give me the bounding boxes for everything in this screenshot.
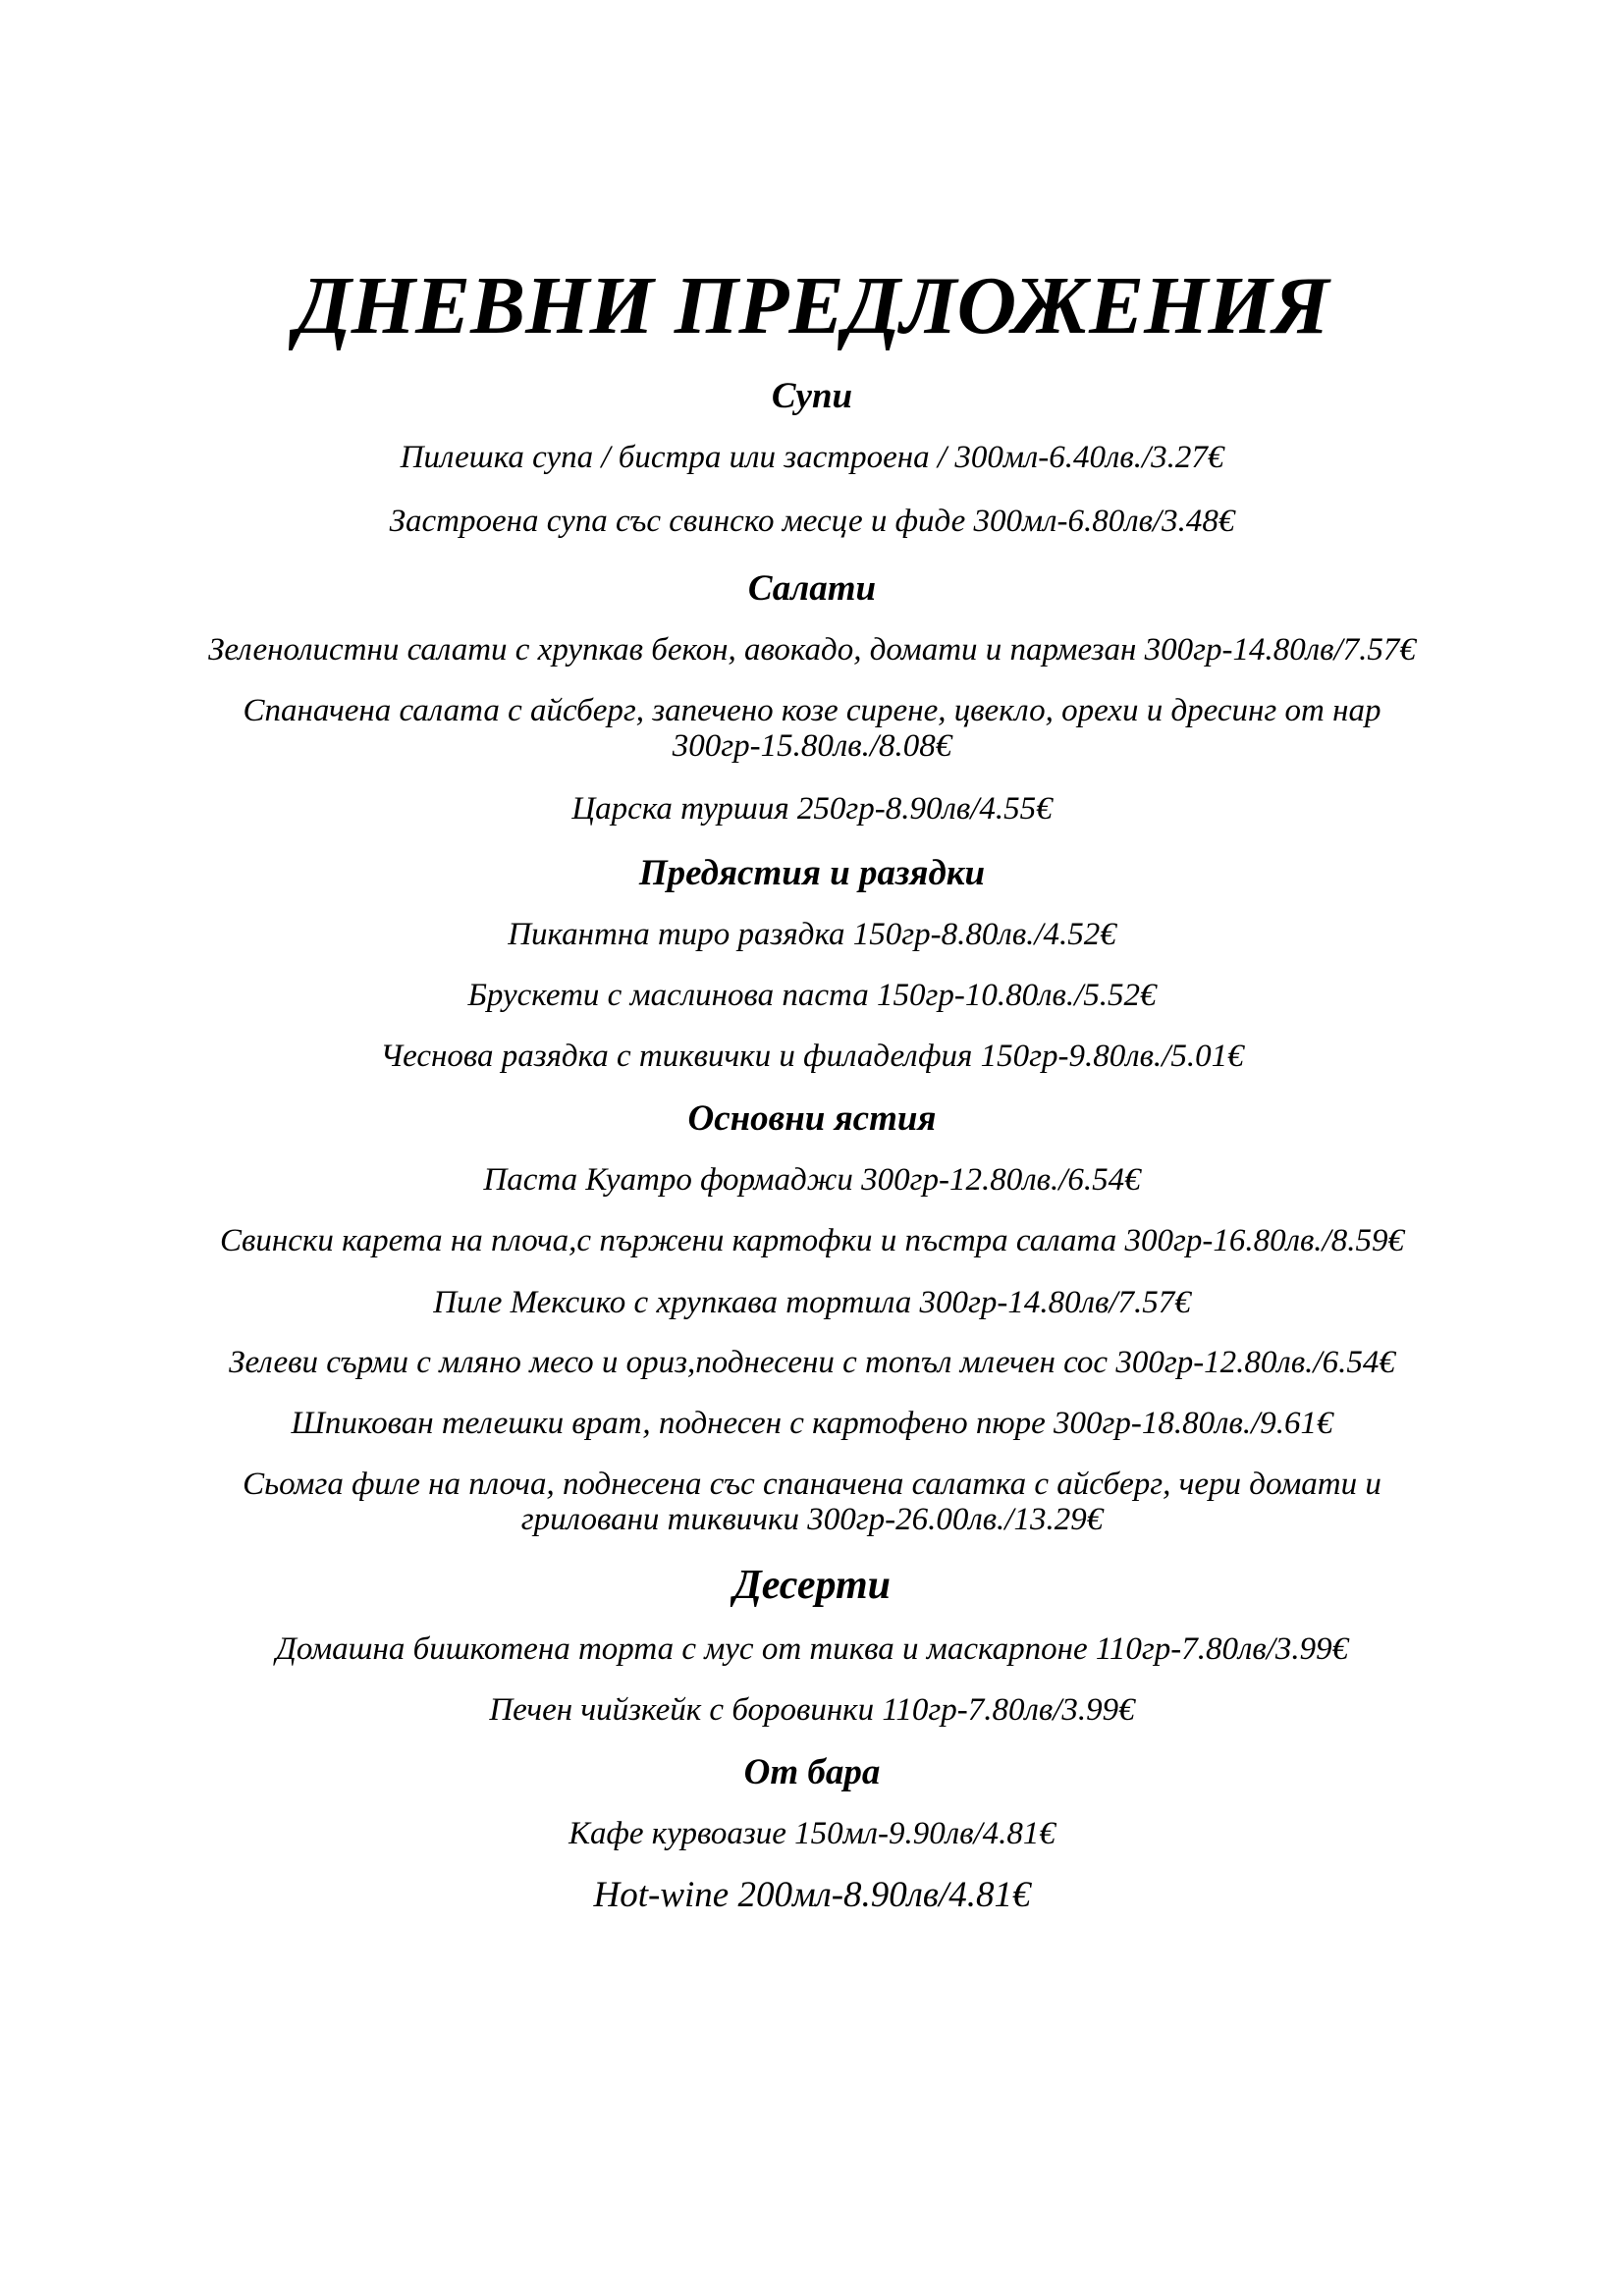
menu-item: Свински карета на плоча,с пържени картофки и пъстра салата 300гр-16.80лв./8.59€ <box>220 1223 1404 1258</box>
menu-item: Печен чийзкейк с боровинки 110гр-7.80лв/3.99€ <box>489 1692 1135 1728</box>
section-heading-bar: От бара <box>743 1752 881 1792</box>
section-heading-soups: Супи <box>771 376 853 416</box>
menu-item: Пикантна тиро разядка 150гр-8.80лв./4.52€ <box>508 917 1116 952</box>
menu-item: Зеленолистни салати с хрупкав бекон, авокадо, домати и пармезан 300гр-14.80лв/7.57€ <box>208 632 1416 667</box>
menu-item: Сьомга филе на плоча, поднесена със спаначена салатка с айсберг, чери домати и гриловани тиквички 300гр-26.00лв./13.29€ <box>243 1467 1381 1537</box>
menu-item: Зелеви сърми с мляно месо и ориз,поднесени с топъл млечен сос 300гр-12.80лв./6.54€ <box>229 1345 1395 1380</box>
menu-item: Чеснова разядка с тиквички и филаделфия 150гр-9.80лв./5.01€ <box>380 1039 1244 1074</box>
menu-item: Кафе курвоазие 150мл-9.90лв/4.81€ <box>568 1816 1056 1851</box>
menu-item: Пилешка супа / бистра или застроена / 300мл-6.40лв./3.27€ <box>400 440 1224 475</box>
section-heading-salads: Салати <box>747 568 877 609</box>
menu-item: Брускети с маслинова паста 150гр-10.80лв./5.52€ <box>467 978 1157 1013</box>
menu-item: Застроена супа със свинско месце и фиде 300мл-6.80лв/3.48€ <box>389 504 1235 539</box>
menu-item: Шпикован телешки врат, поднесен с картофено пюре 300гр-18.80лв./9.61€ <box>291 1406 1333 1441</box>
menu-item: Паста Куатро формаджи 300гр-12.80лв./6.54€ <box>483 1162 1141 1198</box>
menu-item: Hot-wine 200мл-8.90лв/4.81€ <box>593 1875 1031 1915</box>
section-heading-starters: Предястия и разядки <box>638 853 986 893</box>
page-title: ДНЕВНИ ПРЕДЛОЖЕНИЯ <box>295 260 1329 351</box>
menu-item: Домашна бишкотена торта с мус от тиква и маскарпоне 110гр-7.80лв/3.99€ <box>275 1631 1349 1667</box>
menu-item: Спаначена салата с айсберг, запечено козе сирене, цвекло, орехи и дресинг от нар 300гр-15.80лв./8.08€ <box>243 693 1381 764</box>
menu-item: Царска туршия 250гр-8.90лв/4.55€ <box>571 791 1053 827</box>
section-heading-desserts: Десерти <box>733 1563 891 1608</box>
menu-item: Пиле Мексико с хрупкава тортила 300гр-14.80лв/7.57€ <box>433 1285 1191 1320</box>
section-heading-mains: Основни ястия <box>687 1098 937 1139</box>
